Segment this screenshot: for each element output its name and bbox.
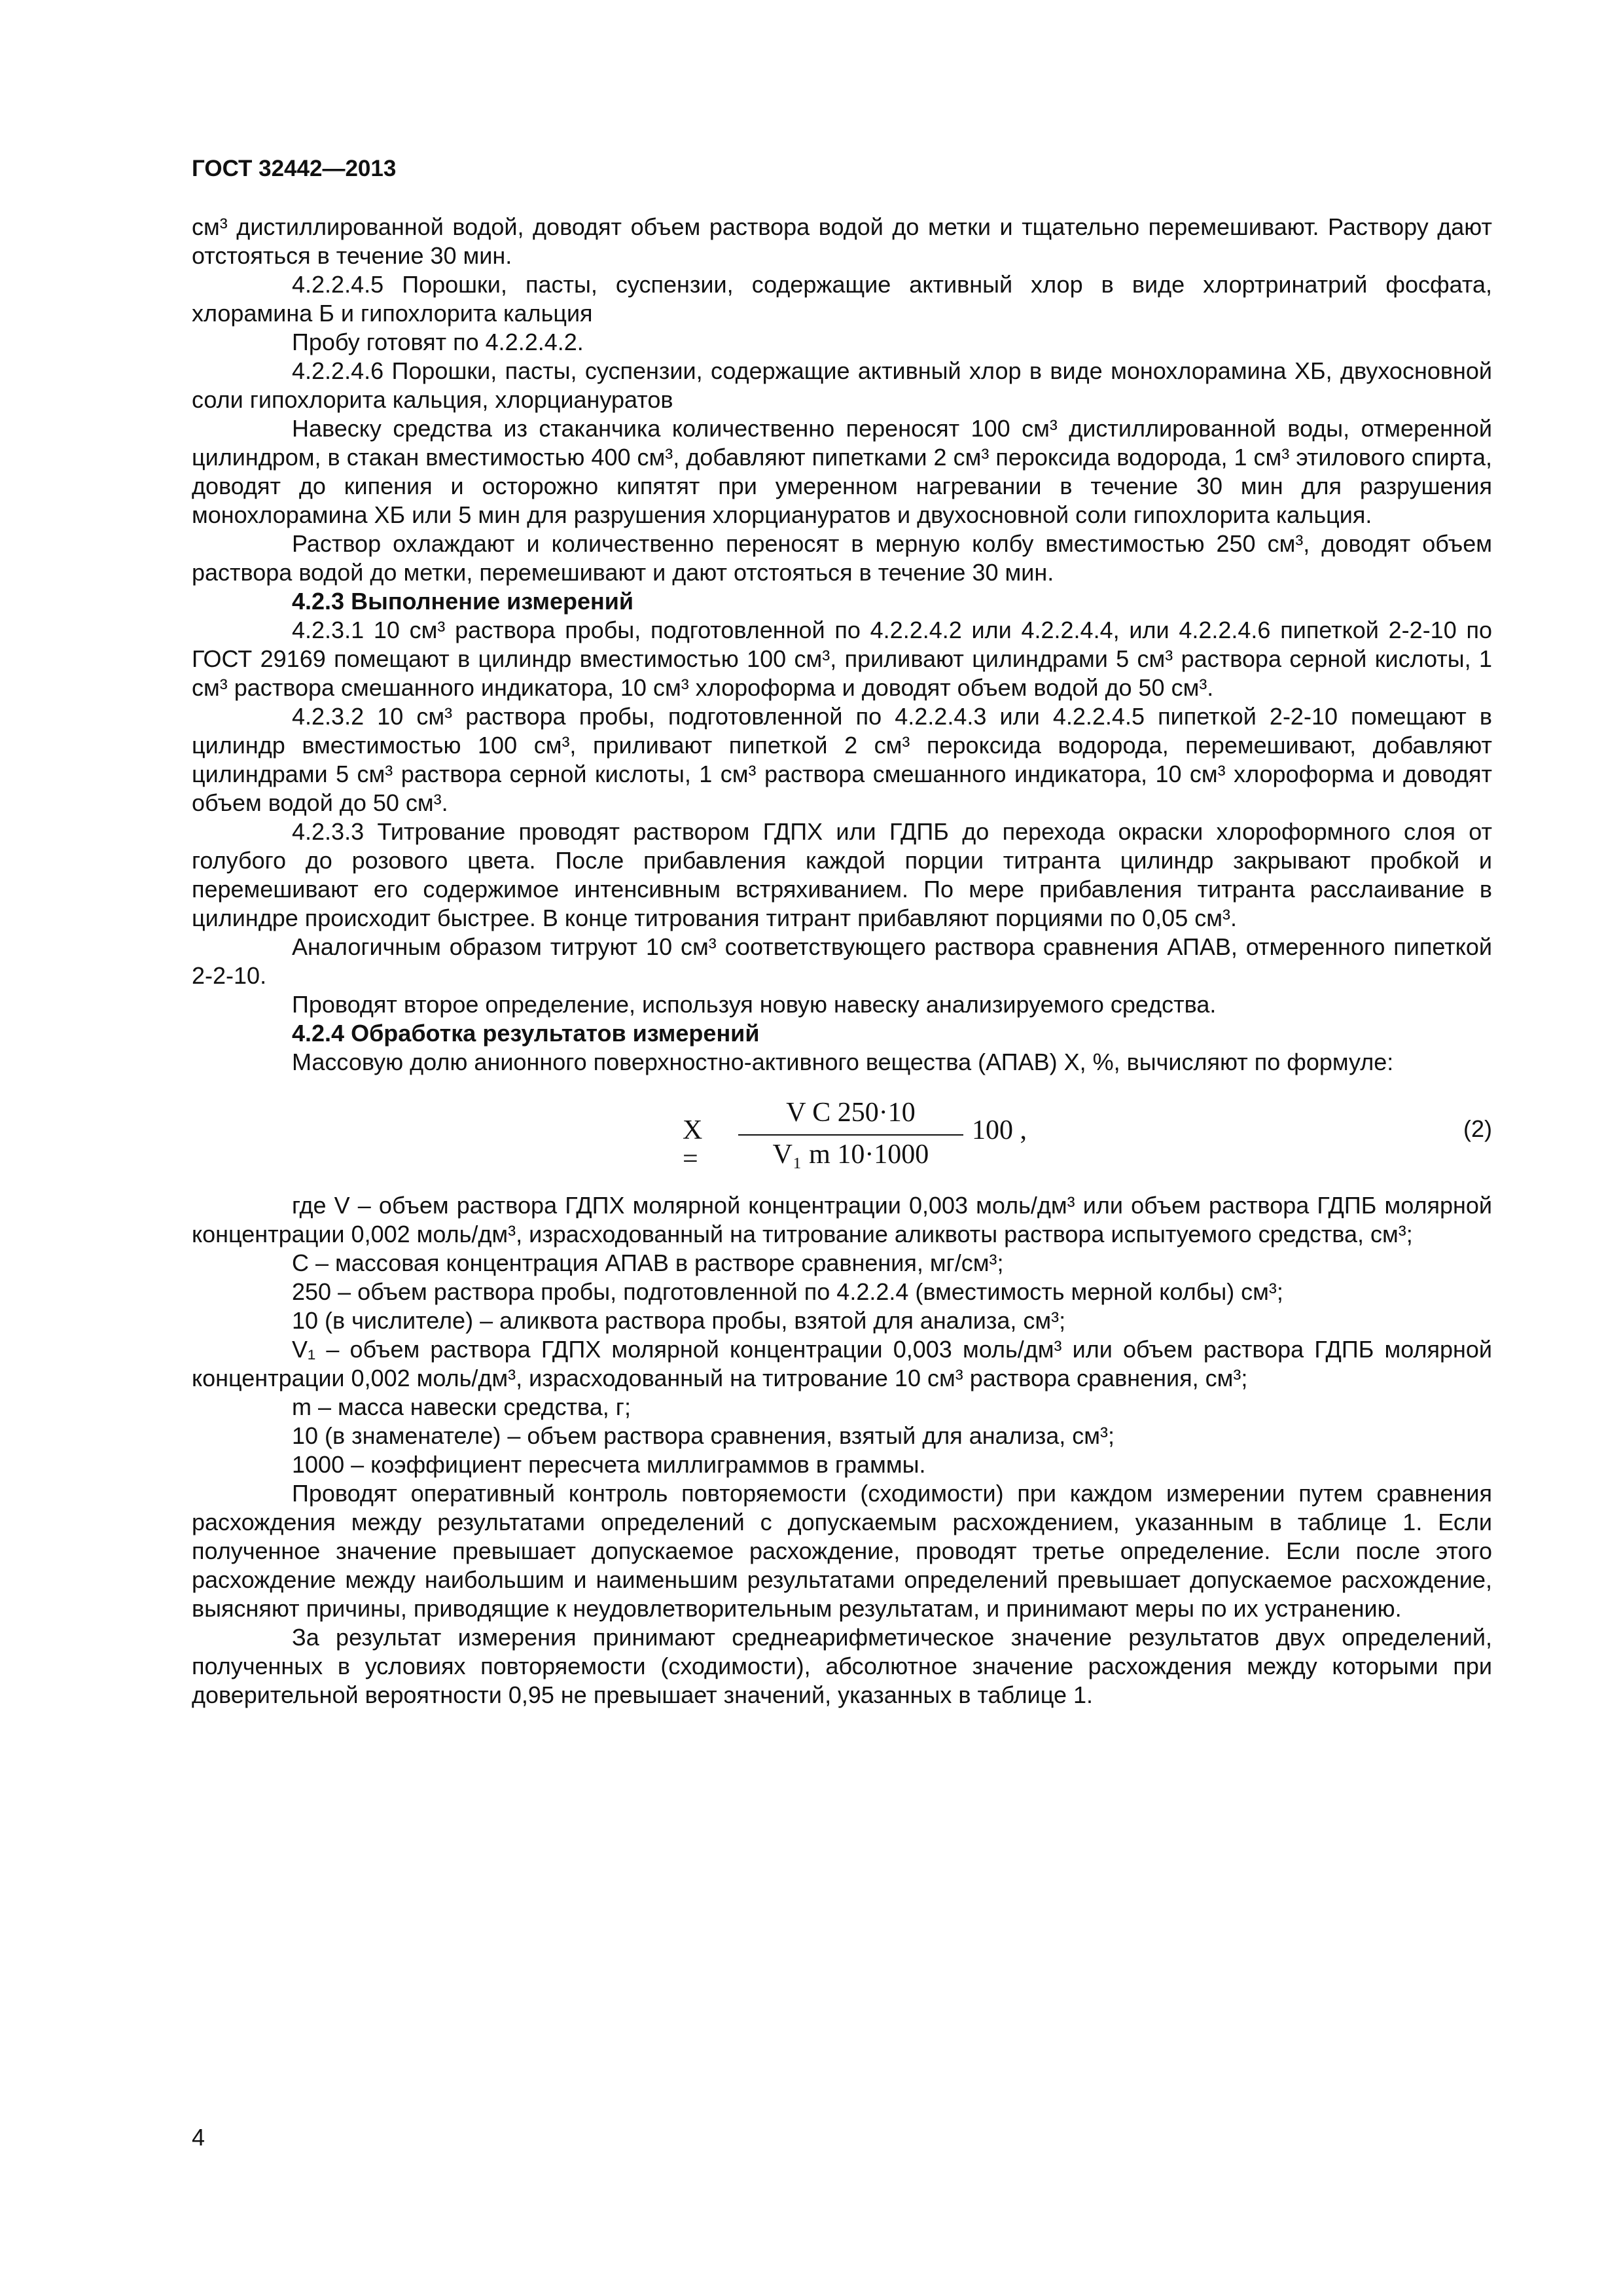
definition-10-numerator: 10 (в числителе) – аликвота раствора пробы, взятой для анализа, см³; (292, 1307, 1066, 1334)
definition-c: C – массовая концентрация АПАВ в растворе сравнения, мг/см³; (292, 1249, 1004, 1276)
standard-header: ГОСТ 32442—2013 (192, 156, 397, 181)
body-text (192, 213, 1492, 1710)
formula-2 (192, 1077, 1492, 1191)
paragraph: За результат измерения принимают среднеарифметическое значение результатов двух определений, полученных в условиях повторяемости (сходимости), абсолютное значение расхождения между которыми при доверительной вероятности 0,95 не превышает значений, указанных в таблице 1. (192, 1624, 1492, 1708)
paragraph: Проводят второе определение, используя новую навеску анализируемого средства. (292, 991, 1217, 1018)
section-heading-4-2-4: 4.2.4 Обработка результатов измерений (292, 1020, 760, 1047)
fraction-bar (738, 1134, 963, 1136)
definition-10-denominator: 10 (в знаменателе) – объем раствора сравнения, взятый для анализа, см³; (292, 1422, 1115, 1449)
paragraph: Аналогичным образом титруют 10 см³ соответствующего раствора сравнения АПАВ, отмеренного пипеткой 2-2-10. (192, 933, 1492, 989)
definition-250: 250 – объем раствора пробы, подготовленной по 4.2.2.4 (вместимость мерной колбы) см³; (292, 1278, 1283, 1305)
equation-number: (2) (1463, 1115, 1492, 1142)
paragraph: Массовую долю анионного поверхностно-активного вещества (АПАВ) X, %, вычисляют по формуле: (292, 1049, 1394, 1075)
definition-m: m – масса навески средства, г; (292, 1393, 631, 1420)
formula-numerator: V C 250·10 (786, 1098, 916, 1128)
definition-v: где V – объем раствора ГДПХ молярной концентрации 0,003 моль/дм³ или объем раствора ГДПБ молярной концентрации 0,002 моль/дм³, израсходованный на титрование аликвоты раствора испытуемого средства, см³; (192, 1192, 1492, 1247)
clause-4-2-3-1: 4.2.3.1 10 см³ раствора пробы, подготовленной по 4.2.2.4.2 или 4.2.2.4.4, или 4.2.2.4.6 пипеткой 2-2-10 по ГОСТ 29169 помещают в цилиндр вместимостью 100 см³, приливают цилиндрами 5 см³ раствора серной кислоты, 1 см³ раствора смешанного индикатора, 10 см³ хлороформа и доводят объем водой до 50 см³. (192, 617, 1492, 701)
section-heading-4-2-3: 4.2.3 Выполнение измерений (292, 588, 633, 615)
clause-4-2-2-4-6: 4.2.2.4.6 Порошки, пасты, суспензии, содержащие активный хлор в виде монохлорамина ХБ, двухосновной соли гипохлорита кальция, хлорциануратов (192, 357, 1492, 413)
formula-lhs: X = (683, 1115, 703, 1174)
definition-v1: V₁ – объем раствора ГДПХ молярной концентрации 0,003 моль/дм³ или объем раствора ГДПБ молярной концентрации 0,002 моль/дм³, израсходованный на титрование 10 см³ раствора сравнения, см³; (192, 1336, 1492, 1391)
clause-4-2-3-2: 4.2.3.2 10 см³ раствора пробы, подготовленной по 4.2.2.4.3 или 4.2.2.4.5 пипеткой 2-2-10 помещают в цилиндр вместимостью 100 см³, приливают пипеткой 2 см³ пероксида водорода, перемешивают, добавляют цилиндрами 5 см³ раствора серной кислоты, 1 см³ раствора смешанного индикатора, 10 см³ хлороформа и доводят объем водой до 50 см³. (192, 703, 1492, 816)
formula-denominator: V₁ m 10·1000 (772, 1139, 929, 1170)
paragraph: Навеску средства из стаканчика количественно переносят 100 см³ дистиллированной воды, отмеренной цилиндром, в стакан вместимостью 400 см³, добавляют пипетками 2 см³ пероксида водорода, 1 см³ этилового спирта, доводят до кипения и осторожно кипятят при умеренном нагревании в течение 30 мин для разрушения монохлорамина ХБ или 5 мин для разрушения хлорциануратов и двухосновной соли гипохлорита кальция. (192, 415, 1492, 528)
page-number: 4 (192, 2124, 205, 2151)
paragraph: Раствор охлаждают и количественно переносят в мерную колбу вместимостью 250 см³, доводят объем раствора водой до метки, перемешивают и дают отстояться в течение 30 мин. (192, 530, 1492, 586)
paragraph: см³ дистиллированной водой, доводят объем раствора водой до метки и тщательно перемешивают. Раствору дают отстояться в течение 30 мин. (192, 213, 1492, 269)
clause-4-2-2-4-5: 4.2.2.4.5 Порошки, пасты, суспензии, содержащие активный хлор в виде хлортринатрий фосфата, хлорамина Б и гипохлорита кальция (192, 271, 1492, 327)
paragraph: Пробу готовят по 4.2.2.4.2. (292, 329, 584, 355)
clause-4-2-3-3: 4.2.3.3 Титрование проводят раствором ГДПХ или ГДПБ до перехода окраски хлороформного слоя от голубого до розового цвета. После прибавления каждой порции титранта цилиндр закрывают пробкой и перемешивают его содержимое интенсивным встряхиванием. По мере прибавления титранта расслаивание в цилиндре происходит быстрее. В конце титрования титрант прибавляют порциями по 0,05 см³. (192, 818, 1492, 931)
formula-rhs: 100 , (972, 1115, 1027, 1145)
paragraph: Проводят оперативный контроль повторяемости (сходимости) при каждом измерении путем сравнения расхождения между результатами определений с допускаемым расхождением, указанным в таблице 1. Если полученное значение превышает допускаемое расхождение, проводят третье определение. Если после этого расхождение между наибольшим и наименьшим результатами определений превышает допускаемое расхождение, выясняют причины, приводящие к неудовлетворительным результатам, и принимают меры по их устранению. (192, 1480, 1492, 1622)
definition-1000: 1000 – коэффициент пересчета миллиграммов в граммы. (292, 1451, 926, 1478)
